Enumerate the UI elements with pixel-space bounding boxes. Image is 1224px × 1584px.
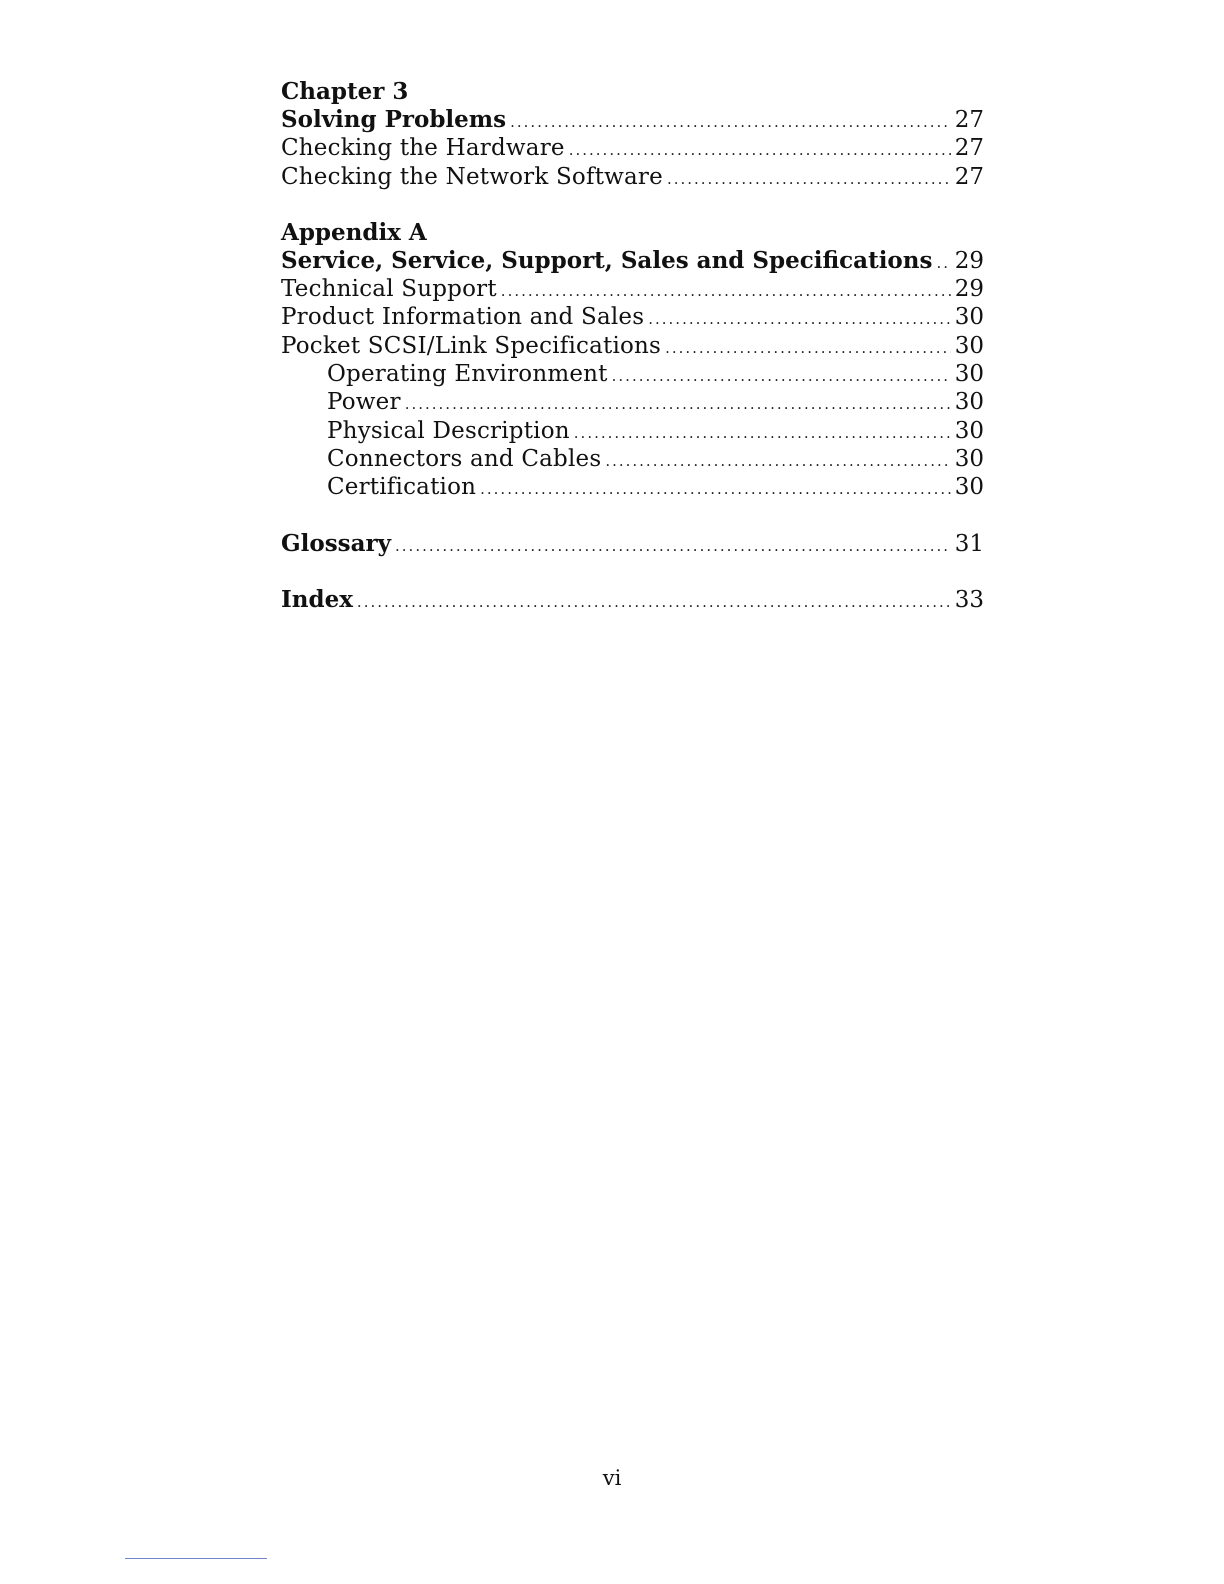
index-section (281, 586, 984, 614)
dot-leader (569, 136, 951, 164)
dot-leader (405, 390, 951, 418)
toc-entry-product-information[interactable] (281, 303, 984, 331)
toc-entry-power[interactable] (281, 388, 984, 416)
toc-entry-title: Connectors and Cables (327, 445, 602, 472)
toc-entry-service-support-sales[interactable] (281, 247, 984, 275)
toc-entry-specifications[interactable] (281, 332, 984, 360)
toc-entry-technical-support[interactable] (281, 275, 984, 303)
toc-entry-checking-hardware[interactable] (281, 134, 984, 162)
toc-entry-title: Certification (327, 474, 477, 501)
toc-entry-glossary[interactable] (281, 530, 984, 558)
dot-leader (501, 277, 951, 305)
toc-entry-page: 30 (954, 332, 984, 359)
table-of-contents (281, 78, 984, 642)
appendix-a-section (281, 219, 984, 502)
dot-leader (480, 475, 951, 503)
toc-entry-certification[interactable] (281, 473, 984, 501)
toc-entry-page: 27 (954, 107, 984, 133)
toc-entry-page: 30 (954, 361, 984, 388)
dot-leader (936, 249, 950, 277)
chapter-3-section (281, 78, 984, 191)
toc-entry-title: Service, Service, Support, Sales and Specifications (281, 246, 933, 274)
toc-entry-title: Checking the Network Software (281, 163, 663, 190)
dot-leader (357, 588, 951, 616)
toc-entry-page: 29 (954, 276, 984, 303)
scan-edge-line (125, 1558, 267, 1559)
toc-entry-operating-environment[interactable] (281, 360, 984, 388)
toc-entry-title: Solving Problems (281, 106, 507, 133)
page-number: vi (602, 1466, 622, 1490)
toc-entry-title: Operating Environment (327, 361, 608, 388)
toc-entry-page: 27 (954, 135, 984, 162)
dot-leader (574, 419, 951, 447)
toc-entry-checking-network-software[interactable] (281, 163, 984, 191)
toc-entry-solving-problems[interactable] (281, 106, 984, 134)
toc-entry-physical-description[interactable] (281, 417, 984, 445)
toc-entry-page: 33 (954, 586, 984, 613)
toc-entry-title: Pocket SCSI/Link Specifications (281, 332, 662, 359)
dot-leader (665, 334, 951, 362)
toc-entry-connectors-cables[interactable] (281, 445, 984, 473)
toc-entry-index[interactable] (281, 586, 984, 614)
toc-entry-page: 30 (954, 417, 984, 444)
toc-entry-page: 31 (954, 530, 984, 557)
toc-entry-title: Physical Description (327, 417, 570, 444)
chapter-label: Chapter 3 (281, 78, 409, 105)
toc-entry-page: 30 (954, 304, 984, 331)
dot-leader (667, 165, 951, 193)
glossary-section (281, 530, 984, 558)
dot-leader (395, 532, 951, 560)
dot-leader (605, 447, 950, 475)
toc-entry-page: 30 (954, 445, 984, 472)
toc-entry-title: Power (327, 389, 401, 416)
toc-entry-title: Checking the Hardware (281, 135, 565, 162)
appendix-label: Appendix A (281, 218, 427, 246)
dot-leader (648, 305, 950, 333)
toc-entry-page: 27 (954, 163, 984, 190)
toc-entry-title: Glossary (281, 529, 392, 557)
toc-entry-title: Index (281, 585, 353, 613)
toc-entry-page: 29 (954, 247, 984, 274)
toc-entry-page: 30 (954, 474, 984, 501)
toc-entry-title: Product Information and Sales (281, 304, 645, 331)
dot-leader (510, 108, 951, 136)
dot-leader (612, 362, 951, 390)
toc-entry-page: 30 (954, 389, 984, 416)
toc-entry-title: Technical Support (281, 276, 497, 303)
